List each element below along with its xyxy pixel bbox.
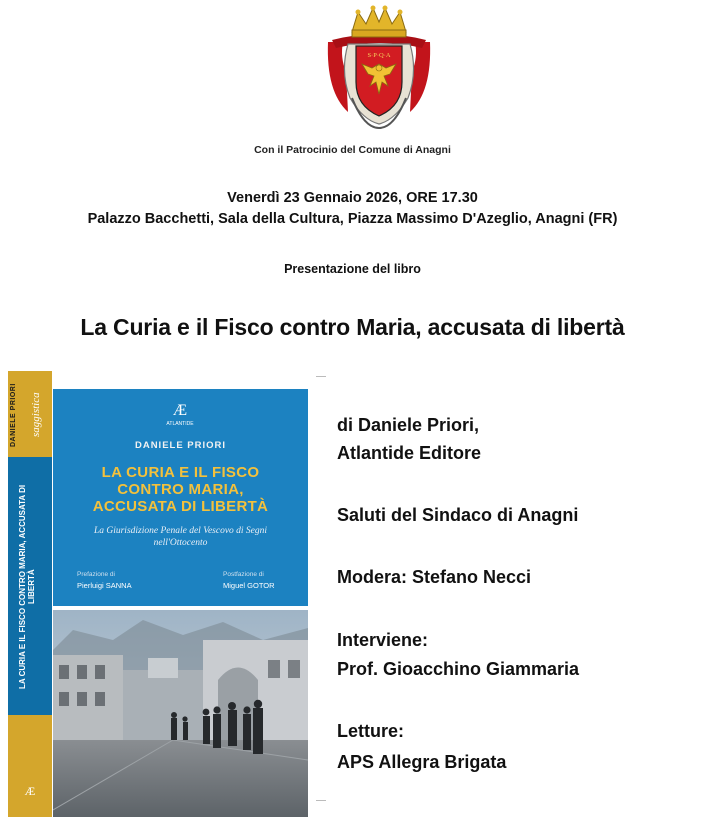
greetings-line: Saluti del Sindaco di Anagni <box>337 505 579 525</box>
svg-text:Æ: Æ <box>24 784 36 798</box>
patronage-note: Con il Patrocinio del Comune di Anagni <box>254 144 451 156</box>
preface-label: Prefazione di <box>77 571 115 578</box>
cover-title-line: CONTRO MARIA, <box>117 481 244 498</box>
speaker-label: Interviene: <box>337 630 429 650</box>
book-title-heading: La Curia e il Fisco contro Maria, accusata di libertà <box>80 314 625 340</box>
cover-subtitle-line: La Giurisdizione Penale del Vescovo di Segni <box>93 526 268 536</box>
preface-name: Pierluigi SANNA <box>77 581 132 590</box>
readings-label: Letture: <box>337 721 404 741</box>
spine-top-band <box>8 371 52 457</box>
spine-title: LA CURIA E IL FISCO CONTRO MARIA, ACCUSATA DI LIBERTÀ <box>18 484 36 690</box>
postface-label: Postfazione di <box>223 571 264 578</box>
crop-mark <box>316 800 326 801</box>
svg-text:Æ: Æ <box>172 402 188 419</box>
crop-mark <box>316 376 326 377</box>
cover-title-line: LA CURIA E IL FISCO <box>101 464 260 481</box>
crest-motto: S·P·Q·A <box>367 52 391 59</box>
spine-author: DANIELE PRIORI <box>10 383 17 447</box>
cover-subtitle <box>73 525 288 549</box>
cover-title-line: ACCUSATA DI LIBERTÀ <box>92 498 269 515</box>
presentation-label: Presentazione del libro <box>284 262 421 276</box>
cover-subtitle-line: nell'Ottocento <box>153 538 208 548</box>
author-line: di Daniele Priori, <box>337 415 480 435</box>
moderator-line: Modera: Stefano Necci <box>337 567 532 587</box>
publisher-logo <box>161 399 199 429</box>
cover-blue-panel <box>53 389 308 606</box>
book-cover-image <box>8 371 308 817</box>
cover-title <box>63 464 298 515</box>
cover-painting-image <box>53 610 308 817</box>
postface-name: Miguel GOTOR <box>223 581 275 590</box>
spine-bottom-band <box>8 715 52 817</box>
city-crest-logo <box>318 2 440 132</box>
event-venue: Palazzo Bacchetti, Sala della Cultura, Piazza Massimo D'Azeglio, Anagni (FR) <box>87 211 618 227</box>
publisher-logo-icon <box>20 781 40 801</box>
speaker-name: Prof. Gioacchino Giammaria <box>337 659 580 679</box>
cover-author: DANIELE PRIORI <box>134 440 227 451</box>
readings-name: APS Allegra Brigata <box>337 752 507 772</box>
event-date: Venerdì 23 Gennaio 2026, ORE 17.30 <box>227 190 478 206</box>
publisher-line: Atlantide Editore <box>337 443 482 463</box>
publisher-logo-text: ATLANTIDE <box>166 421 194 427</box>
front-cover <box>53 389 308 817</box>
spine-series: saggistica <box>30 392 42 438</box>
